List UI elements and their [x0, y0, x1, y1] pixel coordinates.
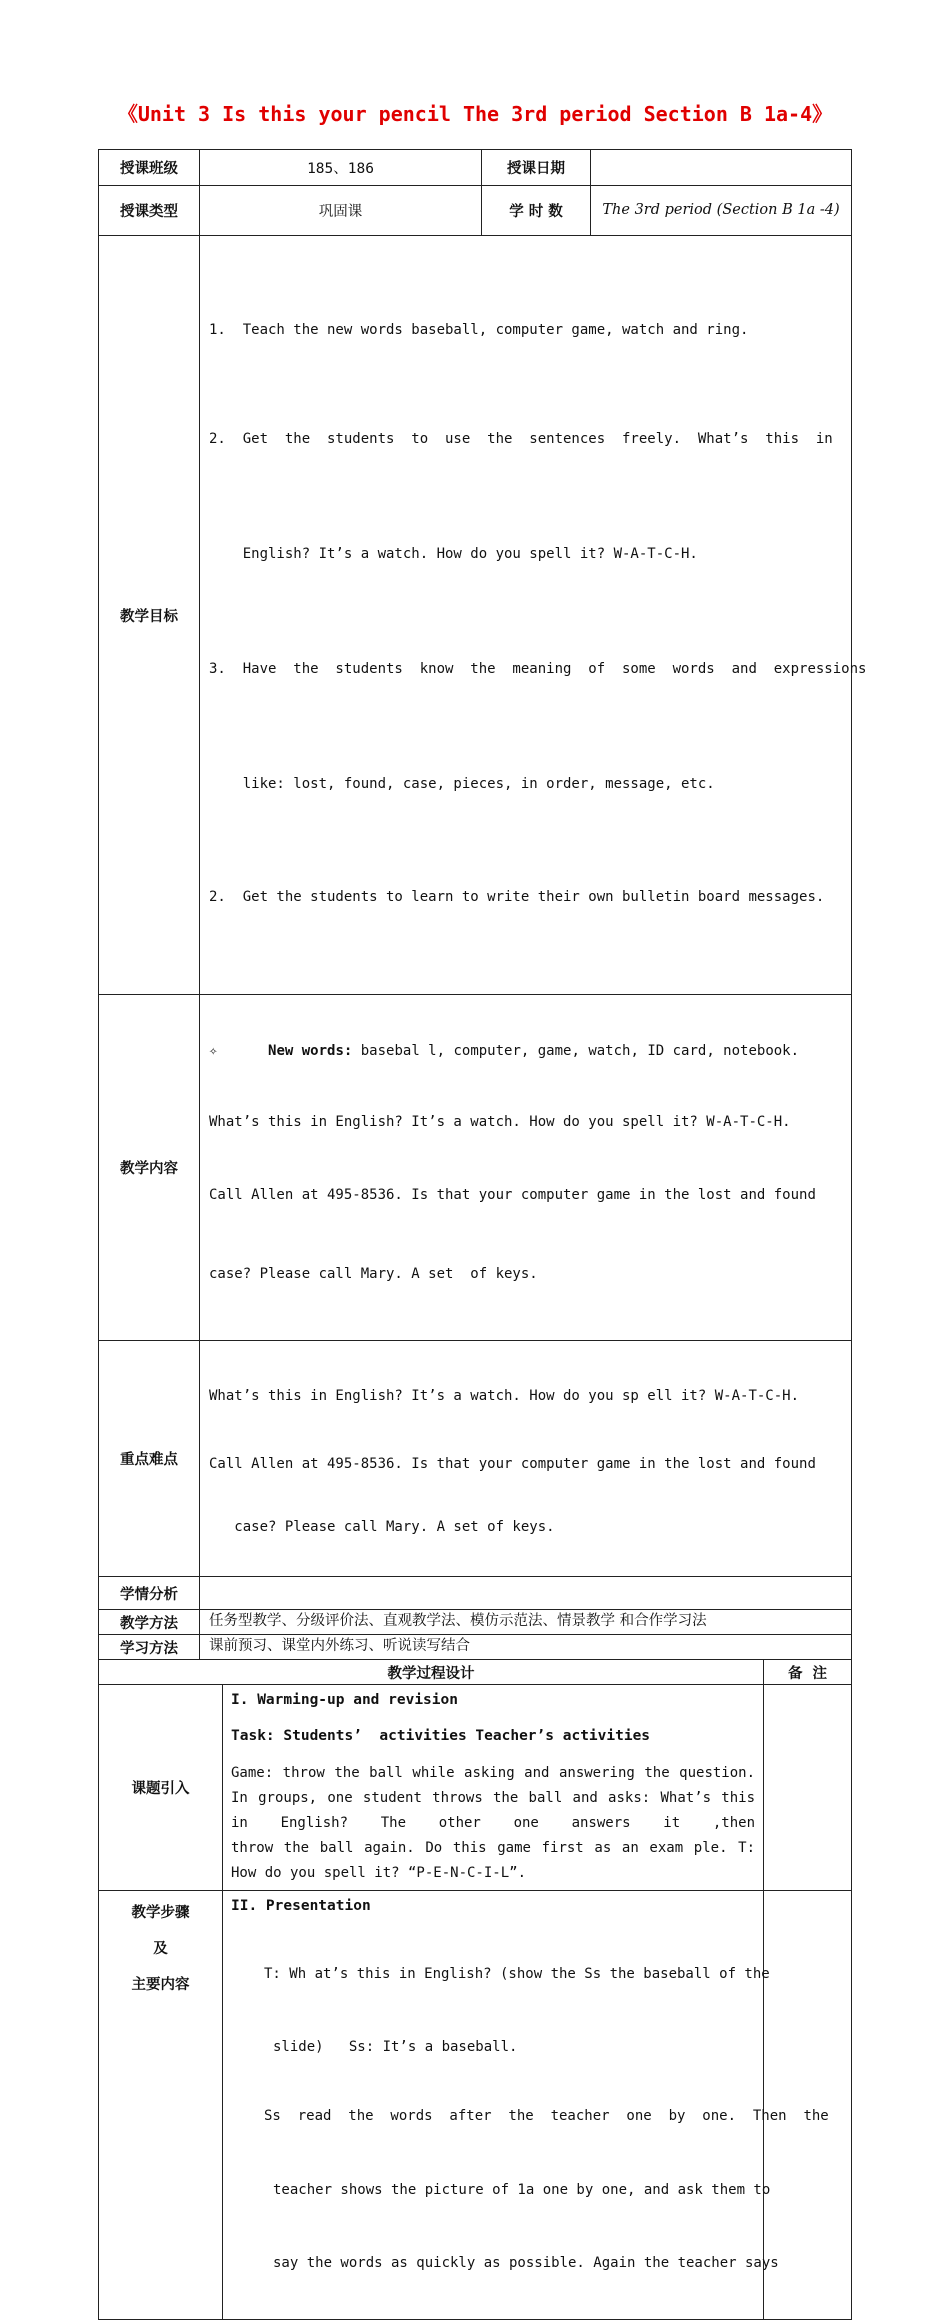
steps-line: Ss read the words after the teacher one by one. Then the — [264, 2108, 829, 2125]
row-class — [99, 150, 852, 186]
steps-label-2: 及 — [153, 1941, 168, 1958]
steps-label-1: 教学步骤 — [131, 1905, 190, 1922]
content-body — [200, 995, 852, 1341]
row-intro — [99, 1685, 852, 1891]
intro-label: 课题引入 — [99, 1685, 223, 1891]
analysis-label: 学情分析 — [99, 1577, 200, 1610]
study-label: 学习方法 — [99, 1635, 200, 1660]
new-words-line — [209, 1037, 842, 1065]
date-value — [591, 150, 852, 186]
objective-line: 2. Get the students to learn to write their own bulletin board messages. — [209, 889, 825, 905]
objectives-label: 教学目标 — [99, 236, 200, 995]
objective-line: 3. Have the students know the meaning of some words and expressions — [209, 661, 867, 677]
steps-label-3: 主要内容 — [131, 1977, 190, 1994]
new-words: basebal l, computer, game, watch, ID card, notebook. — [360, 1042, 800, 1059]
objectives-list — [200, 236, 867, 995]
type-label: 授课类型 — [99, 186, 200, 236]
intro-task: Task: Students’ activities Teacher’s activities — [231, 1728, 651, 1745]
steps-line: T: Wh at’s this in English? (show the Ss the baseball of the — [264, 1966, 770, 1983]
intro-notes — [764, 1685, 852, 1891]
notes-header: 备 注 — [764, 1660, 852, 1685]
steps-line: slide) Ss: It’s a baseball. — [273, 2039, 518, 2056]
lesson-plan-table — [98, 149, 916, 2320]
analysis-value — [200, 1577, 852, 1610]
content-line: case? Please call Mary. A set of keys. — [209, 1266, 538, 1283]
content-line: What’s this in English? It’s a watch. How do you spell it? W-A-T-C-H. — [209, 1113, 791, 1130]
key-line: What’s this in English? It’s a watch. How do you sp ell it? W-A-T-C-H. — [209, 1387, 800, 1404]
process-header: 教学过程设计 — [99, 1660, 764, 1685]
date-label: 授课日期 — [482, 150, 591, 186]
row-analysis — [99, 1577, 852, 1610]
row-type — [99, 186, 852, 236]
key-line: Call Allen at 495-8536. Is that your computer game in the lost and found — [209, 1456, 816, 1473]
diamond-icon: ✧ — [209, 1042, 218, 1059]
key-line: case? Please call Mary. A set of keys. — [209, 1519, 555, 1536]
methods-value: 任务型教学、分级评价法、直观教学法、模仿示范法、情景教学 和合作学习法 — [200, 1610, 852, 1635]
new-words-label: New words: — [268, 1042, 353, 1059]
row-steps — [99, 1891, 852, 2320]
steps-heading: II. Presentation — [231, 1898, 371, 1915]
objective-line: English? It’s a watch. How do you spell it? W-A-T-C-H. — [209, 546, 698, 562]
row-key-points — [99, 1340, 852, 1576]
steps-label — [99, 1891, 223, 2320]
class-value: 185、186 — [200, 150, 482, 186]
steps-line: teacher shows the picture of 1a one by one, and ask them to — [273, 2182, 771, 2199]
objective-line: 2. Get the students to use the sentences freely. What’s this in — [209, 431, 833, 447]
page-title: 《Unit 3 Is this your pencil The 3rd period Section B 1a-4》 — [117, 102, 833, 126]
type-value: 巩固课 — [200, 186, 482, 236]
class-label: 授课班级 — [99, 150, 200, 186]
steps-notes — [764, 1891, 852, 2320]
intro-heading: I. Warming-up and revision — [231, 1692, 458, 1709]
row-study — [99, 1635, 852, 1660]
intro-text: Game: throw the ball while asking and answering the question. In groups, one student throws the ball and asks: What’s this in English? The other one answers it ,then throw the ball again. Do this game first as an exam ple. T: How do you spell it? “P-E-N-C-I-L”. — [231, 1765, 916, 1882]
steps-body — [223, 1891, 829, 2320]
hours-value: The 3rd period (Section B 1a -4) — [591, 186, 852, 236]
row-process-header — [99, 1660, 852, 1685]
methods-label: 教学方法 — [99, 1610, 200, 1635]
content-line: Call Allen at 495-8536. Is that your computer game in the lost and found — [209, 1187, 816, 1204]
steps-line: say the words as quickly as possible. Again the teacher says — [273, 2255, 779, 2272]
row-methods — [99, 1610, 852, 1635]
key-points-body — [200, 1340, 852, 1576]
key-points-label: 重点难点 — [99, 1340, 200, 1576]
row-objectives — [99, 236, 852, 995]
row-content — [99, 995, 852, 1341]
objective-line: like: lost, found, case, pieces, in order, message, etc. — [209, 776, 715, 792]
intro-body — [223, 1685, 916, 1891]
hours-label: 学 时 数 — [482, 186, 591, 236]
objective-line: 1. Teach the new words baseball, computer game, watch and ring. — [209, 322, 749, 338]
content-label: 教学内容 — [99, 995, 200, 1341]
study-value: 课前预习、课堂内外练习、听说读写结合 — [200, 1635, 852, 1660]
